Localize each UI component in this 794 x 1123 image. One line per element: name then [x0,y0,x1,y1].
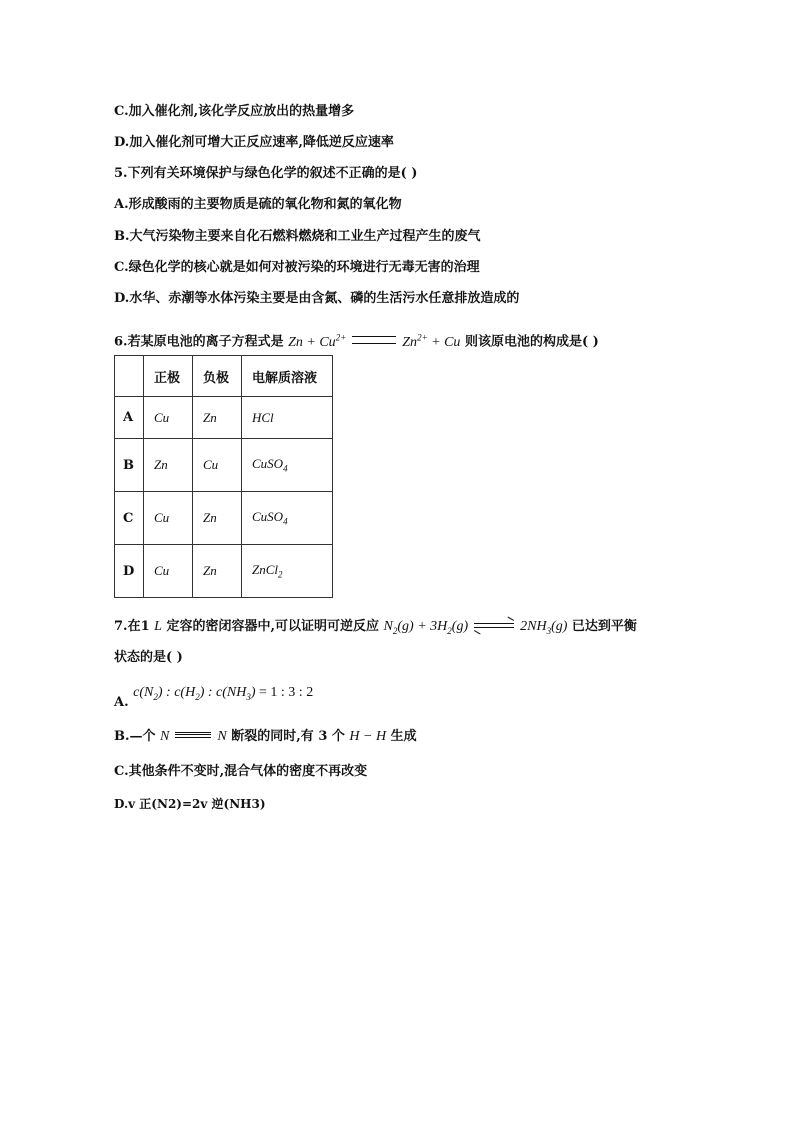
negative-electrode: Zn [193,492,242,545]
q7-option-d: D.v 正(N2)=2v 逆(NH3) [114,797,266,811]
triple-bond: N N [160,729,227,744]
table-row [115,397,333,439]
positive-electrode: Cu [144,492,193,545]
q5-stem: 5.下列有关环境保护与绿色化学的叙述不正确的是( ) [114,166,418,181]
negative-electrode: Cu [193,439,242,492]
reaction-equation: $N_2(g) + 3H_2(g)$ $2NH_3(g)$ [384,619,568,634]
positive-electrode: Zn [144,439,193,492]
table-row [115,439,333,492]
triple-bond-icon [175,732,211,738]
option-label: C [115,492,144,545]
q6-stem-prefix: 6.若某原电池的离子方程式是 [114,334,284,350]
q7-option-c: C.其他条件不变时,混合气体的密度不再改变 [114,764,368,779]
q7-stem-line2: 状态的是( ) [114,650,183,665]
positive-electrode: Cu [144,397,193,439]
electrolyte: CuSO$_4$ [242,492,333,545]
q7-option-b [114,728,417,746]
q5-option-c: C.绿色化学的核心就是如何对被污染的环境进行无毒无害的治理 [114,260,480,275]
table-row [115,492,333,545]
electrolyte: CuSO$_4$ [242,439,333,492]
electrolyte: HCl [242,397,333,439]
table-header-cell: 正极 [144,356,193,397]
option-label: A [115,397,144,439]
equals-sign [352,336,396,344]
q4-option-c: C.加入催化剂,该化学反应放出的热量增多 [114,104,355,119]
q5-option-a: A.形成酸雨的主要物质是硫的氧化物和氮的氧化物 [114,197,402,212]
negative-electrode: Zn [193,397,242,439]
q7-stem [114,618,637,640]
hh-bond: H − H [349,729,387,744]
negative-electrode: Zn [193,545,242,598]
q5-option-d: D.水华、赤潮等水体污染主要是由含氮、磷的生活污水任意排放造成的 [114,291,520,306]
q7-stem-c: 已达到平衡 [571,619,637,634]
ionic-equation: $Zn + Cu^{2+}$ $Zn^{2+} + Cu$ [288,332,461,350]
option-b-prefix: B.—个 [114,729,156,744]
q7-stem-a: 7.在1 [114,619,150,634]
positive-electrode: Cu [144,545,193,598]
q6-options-table [114,355,333,598]
electrolyte: ZnCl$_2$ [242,545,333,598]
q5-option-b: B.大气污染物主要来自化石燃料燃烧和工业生产过程产生的废气 [114,229,481,244]
option-a-label: A. [114,695,129,710]
option-b-middle: 断裂的同时,有 3 个 [231,729,345,744]
q4-option-d: D.加入催化剂可增大正反应速率,降低逆反应速率 [114,135,394,150]
option-b-suffix: 生成 [390,729,417,744]
table-header-cell: 负极 [193,356,242,397]
table-header-cell: 电解质溶液 [242,356,333,397]
volume-unit: L [154,619,162,634]
table-header-row [115,356,333,397]
q6-stem-suffix: 则该原电池的构成是( ) [464,334,599,350]
q7-stem-b: 定容的密闭容器中,可以证明可逆反应 [166,619,380,634]
option-label: D [115,545,144,598]
option-label: B [115,439,144,492]
q7-option-a [114,684,314,710]
q6-stem [114,328,599,352]
concentration-ratio: $c(N_2)$ : $c(H_2)$ : $c(NH_3) = 1$ : 3 : 2 [133,685,314,702]
table-header-cell [115,356,144,397]
table-row [115,545,333,598]
reversible-arrow-icon [474,622,514,630]
